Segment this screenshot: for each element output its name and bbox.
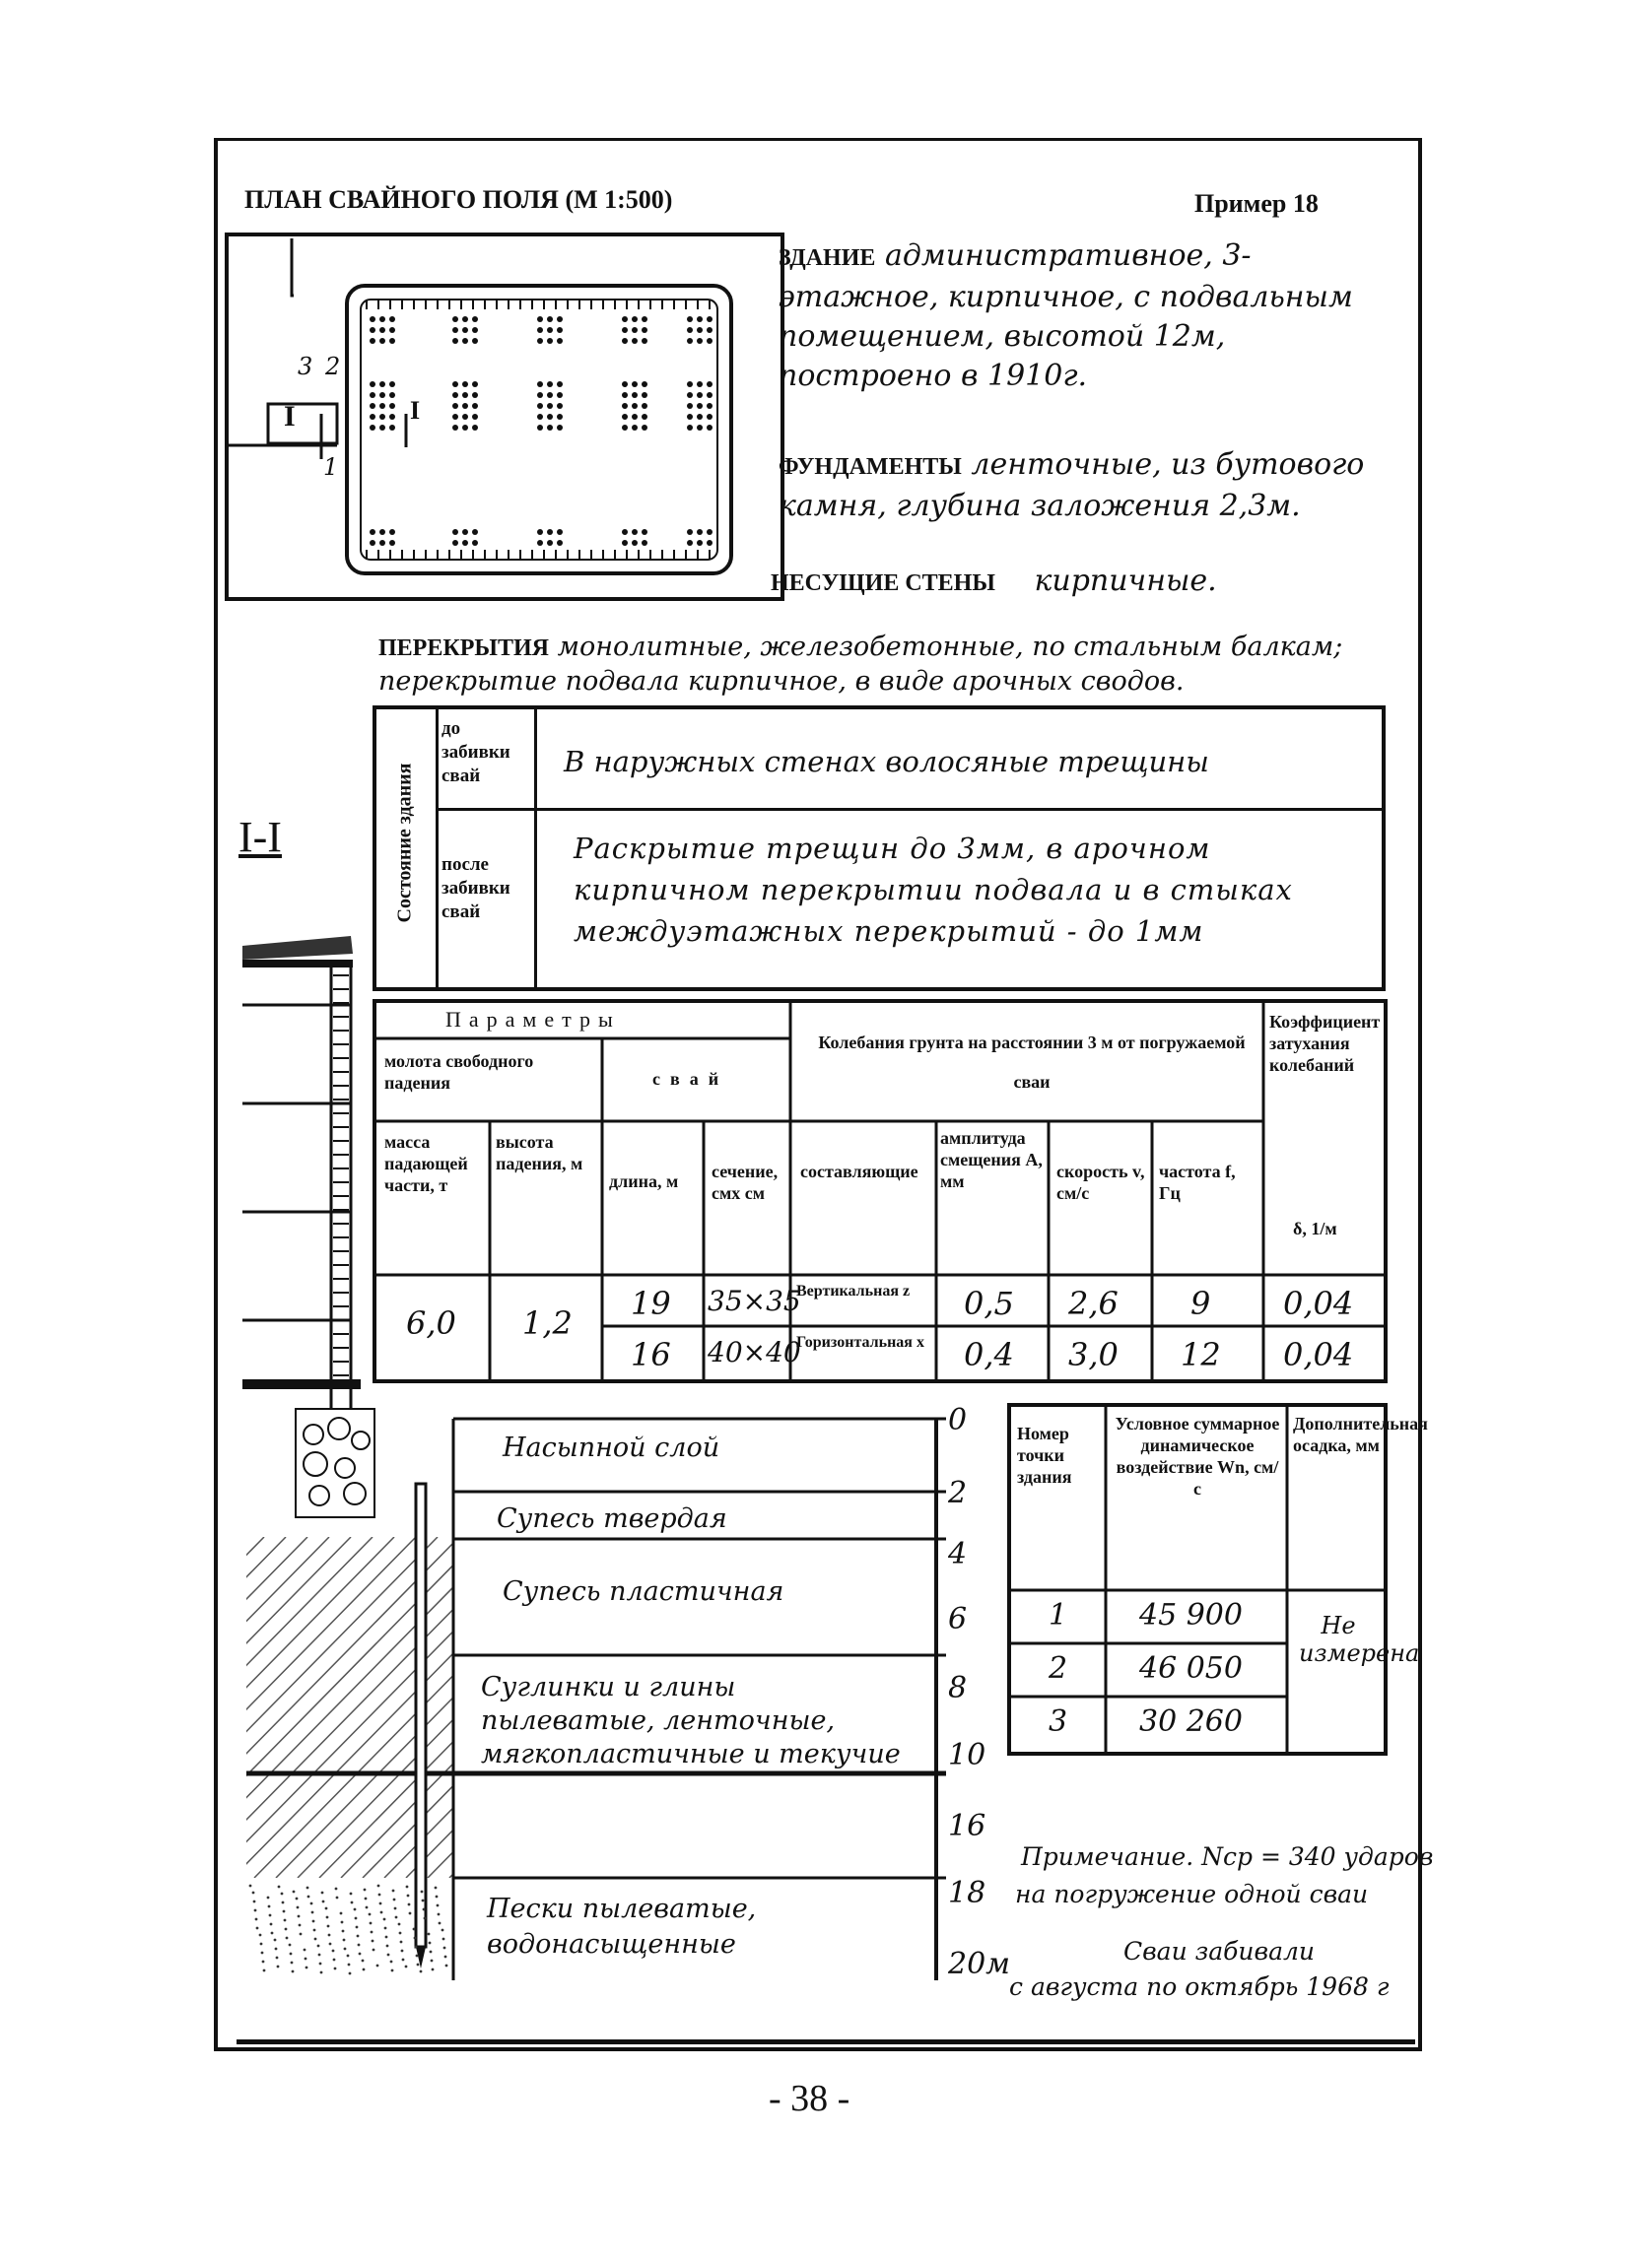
note-line-1: Примечание. Nср = 340 ударов: [1021, 1842, 1434, 1871]
pile-dot: [642, 381, 647, 387]
depth-6: 6: [948, 1602, 968, 1636]
pile-dot: [632, 529, 638, 535]
depth-0: 0: [948, 1403, 968, 1437]
pile-dot: [632, 381, 638, 387]
pile-dot: [632, 327, 638, 333]
pile-dot: [452, 540, 458, 546]
pile-dot: [537, 529, 543, 535]
pile-dot: [622, 338, 628, 344]
point-impact-2: 46 050: [1139, 1651, 1243, 1686]
pile-dot: [452, 529, 458, 535]
value-component-1: Вертикальная z: [796, 1283, 911, 1300]
col-component: составляющие: [800, 1162, 918, 1181]
foundations-block: [779, 445, 1390, 526]
building-block: [779, 236, 1390, 396]
pile-dot: [707, 327, 713, 333]
depth-8: 8: [948, 1671, 968, 1705]
pile-dot: [707, 425, 713, 431]
walls-label: НЕСУЩИЕ СТЕНЫ: [771, 570, 995, 596]
pile-dot: [642, 414, 647, 420]
pile-dot: [472, 392, 478, 398]
note-line-2: на погружение одной сваи: [1015, 1880, 1369, 1908]
foundations-text: ленточные, из бутового камня, глубина заложения 2,3м.: [779, 447, 1365, 523]
col-mass: масса падающей части, т: [384, 1132, 468, 1195]
depth-18: 18: [948, 1876, 986, 1910]
pile-dot: [452, 338, 458, 344]
value-section-2: 40×40: [708, 1336, 801, 1368]
value-height: 1,2: [522, 1304, 573, 1342]
walls-block: [771, 564, 1382, 598]
params-hammer: молота свободного падения: [384, 1051, 534, 1093]
pile-dot: [462, 529, 468, 535]
col-frequency: частота f, Гц: [1159, 1162, 1236, 1203]
page-number: - 38 -: [769, 2078, 850, 2119]
pile-dot: [389, 529, 395, 535]
pile-dot: [370, 392, 375, 398]
points-settlement-value: Не измерена: [1299, 1612, 1420, 1667]
pile-dot: [452, 392, 458, 398]
pile-dot: [389, 540, 395, 546]
pile-dot: [622, 540, 628, 546]
pile-dot: [370, 529, 375, 535]
pile-dot: [379, 316, 385, 322]
pile-dot: [472, 338, 478, 344]
pile-dot: [472, 381, 478, 387]
pile-dot: [622, 316, 628, 322]
point-impact-1: 45 900: [1139, 1598, 1243, 1633]
col-speed: скорость v, см/с: [1056, 1162, 1145, 1203]
pile-dot: [547, 425, 553, 431]
pile-dot: [370, 403, 375, 409]
pile-dot: [642, 392, 647, 398]
pile-dot: [462, 338, 468, 344]
pile-dot: [452, 381, 458, 387]
pile-dot: [537, 540, 543, 546]
pile-dot: [697, 414, 703, 420]
value-component-2: Горизонтальная x: [796, 1334, 924, 1351]
point-number-3: 3: [1049, 1704, 1068, 1739]
pile-dot: [389, 316, 395, 322]
pile-dot: [687, 338, 693, 344]
pile-dot: [389, 425, 395, 431]
value-length-1: 19: [631, 1285, 671, 1322]
pile-dot: [472, 425, 478, 431]
pile-dot: [557, 316, 563, 322]
pile-dot: [462, 392, 468, 398]
condition-row-divider: [436, 808, 1382, 811]
pile-dot: [707, 316, 713, 322]
pile-dot: [389, 381, 395, 387]
pile-dot: [379, 540, 385, 546]
pile-dot: [537, 425, 543, 431]
building-elevation: [242, 916, 380, 1448]
pile-dot: [452, 316, 458, 322]
depth-16: 16: [948, 1809, 986, 1843]
depth-2: 2: [948, 1476, 968, 1510]
value-amp-2: 0,4: [964, 1336, 1014, 1373]
pile-dot: [472, 540, 478, 546]
foundations-label: ФУНДАМЕНТЫ: [779, 454, 962, 480]
pile-dot: [697, 529, 703, 535]
pile-dot: [622, 392, 628, 398]
value-mass: 6,0: [406, 1304, 456, 1342]
plan-title: ПЛАН СВАЙНОГО ПОЛЯ (М 1:500): [244, 185, 673, 214]
floors-text: монолитные, железобетонные, по стальным балкам; перекрытие подвала кирпичное, в виде арочных сводов.: [378, 632, 1343, 697]
pile-dot: [697, 316, 703, 322]
pile-dot: [697, 338, 703, 344]
value-delta-2: 0,04: [1283, 1336, 1354, 1373]
pile-dot: [687, 403, 693, 409]
pile-dot: [547, 381, 553, 387]
marker-2: 2: [325, 353, 341, 380]
pile-dot: [632, 338, 638, 344]
pile-dot: [622, 414, 628, 420]
pile-field-drawing: [229, 236, 781, 597]
foundation-rubble: [296, 1409, 374, 1517]
pile-dot: [642, 425, 647, 431]
params-coef: Коэффициент затухания колебаний: [1269, 1012, 1381, 1075]
pile-dot: [687, 327, 693, 333]
pile-dot: [632, 403, 638, 409]
pile-dot: [472, 529, 478, 535]
condition-stage-after: после забивки свай: [441, 854, 510, 922]
point-impact-3: 30 260: [1139, 1704, 1243, 1739]
pile-dot: [557, 381, 563, 387]
pile-dot: [622, 327, 628, 333]
floors-block: [378, 631, 1393, 699]
pile-dot: [389, 392, 395, 398]
pile-dot: [697, 392, 703, 398]
pile-dot: [642, 403, 647, 409]
pile-dot: [379, 425, 385, 431]
pile-dot: [389, 414, 395, 420]
pile-dot: [462, 425, 468, 431]
pile-dot: [632, 414, 638, 420]
pile-dot: [379, 392, 385, 398]
pile-dot: [707, 540, 713, 546]
pile-dot: [622, 381, 628, 387]
pile-dot: [452, 403, 458, 409]
pile-dot: [632, 392, 638, 398]
pile-dot: [547, 316, 553, 322]
condition-header: Состояние здания: [393, 763, 416, 923]
params-piles: свай: [652, 1069, 729, 1089]
pile-dot: [547, 529, 553, 535]
pile-dot: [472, 327, 478, 333]
pile-dot: [537, 403, 543, 409]
pile-dot: [687, 529, 693, 535]
soil-layer-sands: Пески пылеватые, водонасыщенные: [487, 1894, 757, 1960]
pile-dot: [370, 414, 375, 420]
pile-dot: [462, 414, 468, 420]
depth-10: 10: [948, 1738, 986, 1772]
soil-layer-fill: Насыпной слой: [503, 1433, 720, 1463]
pile-dot: [537, 316, 543, 322]
col-section: сечение, смх см: [712, 1162, 779, 1203]
pile-dot: [370, 425, 375, 431]
col-delta: δ, 1/м: [1293, 1219, 1337, 1238]
value-speed-1: 2,6: [1068, 1285, 1119, 1322]
pile-dot: [462, 403, 468, 409]
points-table: [1007, 1403, 1428, 1756]
pile-dot: [472, 403, 478, 409]
pile-dot: [452, 327, 458, 333]
condition-table: [373, 705, 1386, 991]
pile-dot: [557, 529, 563, 535]
condition-header-cell: [376, 709, 439, 987]
depth-20: 20м: [948, 1947, 1011, 1981]
pile-dot: [370, 316, 375, 322]
pile-dot: [472, 316, 478, 322]
pile-dot: [642, 540, 647, 546]
col-length: длина, м: [609, 1171, 679, 1191]
pile-dot: [379, 414, 385, 420]
pile-dot: [537, 381, 543, 387]
marker-1: 1: [323, 453, 339, 481]
pile-dot: [707, 338, 713, 344]
pile-dot: [687, 540, 693, 546]
pile-dot: [370, 327, 375, 333]
value-section-1: 35×35: [708, 1285, 801, 1317]
pile-dot: [452, 414, 458, 420]
section-label: I-I: [238, 813, 282, 861]
condition-text-before: В наружных стенах волосяные трещины: [564, 745, 1209, 778]
pile-dot: [462, 316, 468, 322]
pile-dot: [547, 327, 553, 333]
pile-dot: [622, 403, 628, 409]
points-col-settlement: Дополнительная осадка, мм: [1293, 1414, 1428, 1455]
pile-dot: [379, 381, 385, 387]
pile-dot: [557, 425, 563, 431]
bottom-rule: [237, 2039, 1415, 2044]
pile-dot: [452, 425, 458, 431]
pile-dot: [370, 338, 375, 344]
points-col-number: Номер точки здания: [1017, 1424, 1072, 1487]
pile-dot: [687, 414, 693, 420]
pile-dot: [697, 403, 703, 409]
soil-layer-loam-clay: Суглинки и глины пылеватые, ленточные, мягкопластичные и текучие: [481, 1672, 901, 1769]
floors-label: ПЕРЕКРЫТИЯ: [378, 635, 549, 661]
pile-dot: [557, 403, 563, 409]
params-vibration: Колебания грунта на расстоянии 3 м от погружаемой сваи: [818, 1033, 1246, 1092]
pile-dot: [707, 529, 713, 535]
pile-dot: [642, 338, 647, 344]
pile-dot: [707, 381, 713, 387]
note-line-3: Сваи забивали: [1123, 1937, 1316, 1966]
walls-text: кирпичные.: [1034, 564, 1217, 598]
value-amp-1: 0,5: [964, 1285, 1014, 1322]
pile-dot: [557, 392, 563, 398]
pile-dot: [379, 338, 385, 344]
col-height: высота падения, м: [496, 1132, 583, 1173]
soil-layer-sandy-loam-plastic: Супесь пластичная: [503, 1576, 784, 1607]
pile-dot: [697, 381, 703, 387]
pile-dot: [632, 540, 638, 546]
point-number-2: 2: [1049, 1651, 1068, 1686]
pile-dot: [547, 414, 553, 420]
pile-dot: [389, 403, 395, 409]
pile-dot: [632, 316, 638, 322]
pile-dot: [622, 529, 628, 535]
pile-dot: [547, 392, 553, 398]
pile-dot: [622, 425, 628, 431]
marker-3: 3: [298, 353, 313, 380]
pile-dot: [547, 338, 553, 344]
pile-dot: [472, 414, 478, 420]
building-label: ЗДАНИЕ: [779, 245, 876, 271]
pile-dot: [370, 540, 375, 546]
pile-dot: [642, 327, 647, 333]
pile-dot: [379, 327, 385, 333]
points-col-impact: Условное суммарное динамическое воздействие Wn, см/с: [1115, 1414, 1280, 1499]
pile-dot: [557, 327, 563, 333]
condition-text-after: Раскрытие трещин до 3мм, в арочном кирпичном перекрытии подвала и в стыках междуэтажных перекрытий - до 1мм: [574, 832, 1293, 948]
value-speed-2: 3,0: [1068, 1336, 1119, 1373]
pile-dot: [547, 403, 553, 409]
pile-dot: [707, 414, 713, 420]
pile-dot: [707, 392, 713, 398]
pile-dot: [389, 338, 395, 344]
pile-dot: [557, 338, 563, 344]
depth-4: 4: [948, 1537, 968, 1571]
note-line-4: с августа по октябрь 1968 г: [1009, 1972, 1390, 2001]
pile-dot: [632, 425, 638, 431]
pile-dot: [697, 425, 703, 431]
pile-dot: [462, 327, 468, 333]
pile-dot: [697, 327, 703, 333]
pile-dot: [547, 540, 553, 546]
pile-dot: [379, 403, 385, 409]
pile-dot: [687, 381, 693, 387]
pile-dot: [642, 529, 647, 535]
pile-dot: [687, 425, 693, 431]
marker-section-b: I: [410, 396, 421, 425]
pile-dot: [697, 540, 703, 546]
pile-dot: [642, 316, 647, 322]
pile-dot: [537, 327, 543, 333]
pile-field-plan: [225, 233, 784, 601]
value-delta-1: 0,04: [1283, 1285, 1354, 1322]
pile-dot: [537, 414, 543, 420]
value-length-2: 16: [631, 1336, 671, 1373]
pile-dot: [707, 403, 713, 409]
pile-dot: [687, 392, 693, 398]
value-freq-1: 9: [1190, 1285, 1211, 1322]
value-freq-2: 12: [1181, 1336, 1221, 1373]
params-title: Параметры: [445, 1007, 621, 1032]
soil-layer-sandy-loam-hard: Супесь твердая: [497, 1503, 727, 1534]
pile-dot: [462, 540, 468, 546]
pile-dot: [379, 529, 385, 535]
pile-dot: [537, 338, 543, 344]
condition-stage-before: до забивки свай: [441, 718, 510, 786]
point-number-1: 1: [1049, 1598, 1068, 1633]
example-label: Пример 18: [1194, 189, 1319, 218]
pile-dot: [537, 392, 543, 398]
pile-dot: [557, 540, 563, 546]
col-amplitude: амплитуда смещения А, мм: [940, 1128, 1043, 1191]
params-table: [373, 999, 1388, 1383]
pile-dot: [462, 381, 468, 387]
pile-dot: [687, 316, 693, 322]
marker-section-a: I: [284, 400, 296, 433]
pile-dot: [370, 381, 375, 387]
pile-dot: [557, 414, 563, 420]
pile-dot: [389, 327, 395, 333]
building-text: административное, 3-этажное, кирпичное, с подвальным помещением, высотой 12м, построено в 1910г.: [779, 238, 1353, 393]
